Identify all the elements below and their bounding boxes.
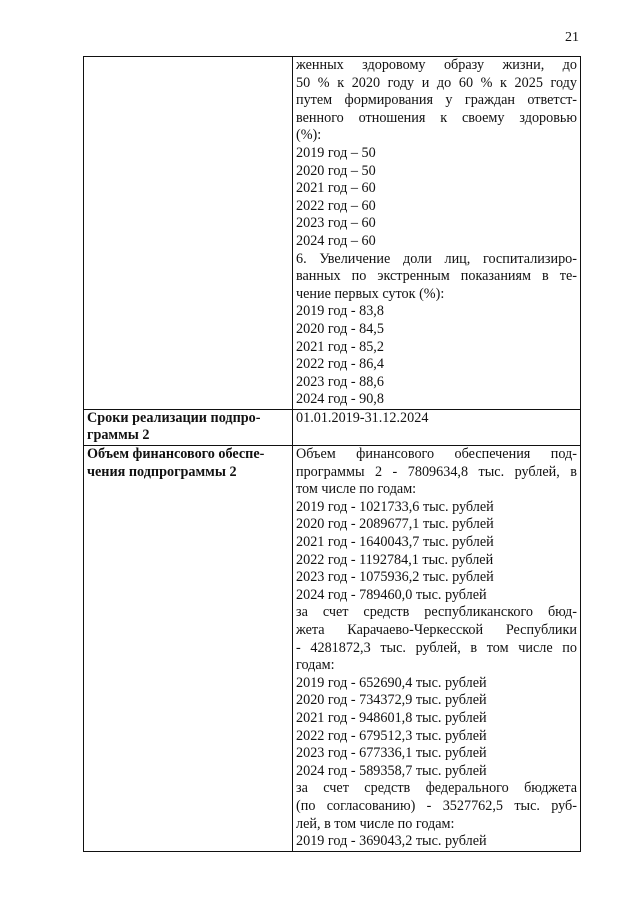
value-line: жета Карачаево-Черкесской Республики [296, 622, 577, 638]
value-line: чение первых суток (%): [296, 285, 445, 302]
value-line: 2021 год – 60 [296, 180, 376, 197]
value-line: 2020 год – 50 [296, 162, 376, 179]
value-line: 2019 год – 50 [296, 144, 376, 161]
value-line: 2019 год - 1021733,6 тыс. рублей [296, 498, 494, 515]
value-line: Объем финансового обеспечения под- [296, 446, 577, 463]
value-line: 2019 год - 652690,4 тыс. рублей [296, 674, 487, 691]
value-line: венного отношения к своему здоровью [296, 109, 577, 126]
row-label-cell [84, 446, 293, 852]
row-label-line: Сроки реализации подпро- [87, 409, 261, 426]
row-label-line: граммы 2 [87, 427, 150, 444]
table-row [84, 409, 581, 445]
value-line: (%): [296, 127, 322, 144]
row-value-cell [293, 57, 581, 410]
value-line: женных здоровому образу жизни, до [296, 57, 577, 73]
value-line: 2023 год - 1075936,2 тыс. рублей [296, 569, 494, 586]
row-label-line: чения подпрограммы 2 [87, 463, 237, 480]
table-row [84, 446, 581, 852]
value-line: 2022 год – 60 [296, 197, 376, 214]
value-line: (по согласованию) - 3527762,5 тыс. руб- [296, 797, 577, 814]
value-line: 2021 год - 85,2 [296, 338, 384, 355]
value-line: 2024 год - 90,8 [296, 391, 384, 408]
page-number: 21 [565, 30, 579, 45]
value-line: программы 2 - 7809634,8 тыс. рублей, в [296, 463, 577, 480]
value-line: ванных по экстренным показаниям в те- [296, 268, 577, 285]
value-line: 2024 год - 789460,0 тыс. рублей [296, 586, 487, 603]
row-value-cell [293, 409, 581, 445]
value-line: 2019 год - 369043,2 тыс. рублей [296, 833, 487, 850]
row-value-cell [293, 446, 581, 852]
value-line: 2024 год – 60 [296, 232, 376, 249]
value-line: 2022 год - 1192784,1 тыс. рублей [296, 551, 494, 568]
value-line: годам: [296, 657, 335, 674]
value-line: - 4281872,3 тыс. рублей, в том числе по [296, 639, 577, 656]
value-line: 2021 год - 948601,8 тыс. рублей [296, 709, 487, 726]
value-line: 2020 год - 2089677,1 тыс. рублей [296, 516, 494, 533]
value-line: за счет средств федерального бюджета [296, 780, 577, 797]
value-line: 50 % к 2020 году и до 60 % к 2025 году [296, 74, 577, 91]
value-line: 2020 год - 84,5 [296, 320, 384, 337]
value-line: 2020 год - 734372,9 тыс. рублей [296, 692, 487, 709]
value-line: 2023 год - 677336,1 тыс. рублей [296, 745, 487, 762]
value-line: 2024 год - 589358,7 тыс. рублей [296, 762, 487, 779]
passport-table [83, 56, 581, 852]
value-line: 2019 год - 83,8 [296, 303, 384, 320]
value-line: 01.01.2019-31.12.2024 [296, 409, 429, 426]
value-line: путем формирования у граждан ответст- [296, 92, 577, 109]
value-line: 6. Увеличение доли лиц, госпитализиро- [296, 250, 577, 267]
row-label-cell [84, 57, 293, 410]
value-line: том числе по годам: [296, 481, 417, 498]
value-line: за счет средств республиканского бюд- [296, 604, 577, 621]
value-line: 2021 год - 1640043,7 тыс. рублей [296, 534, 494, 551]
table-body [84, 57, 581, 852]
value-line: 2023 год – 60 [296, 215, 376, 232]
value-line: 2023 год - 88,6 [296, 373, 384, 390]
value-line: лей, в том числе по годам: [296, 815, 455, 832]
row-label-cell [84, 409, 293, 445]
value-line: 2022 год - 679512,3 тыс. рублей [296, 727, 487, 744]
value-line: 2022 год - 86,4 [296, 356, 384, 373]
table-row [84, 57, 581, 410]
row-label-line: Объем финансового обеспе- [87, 446, 265, 463]
